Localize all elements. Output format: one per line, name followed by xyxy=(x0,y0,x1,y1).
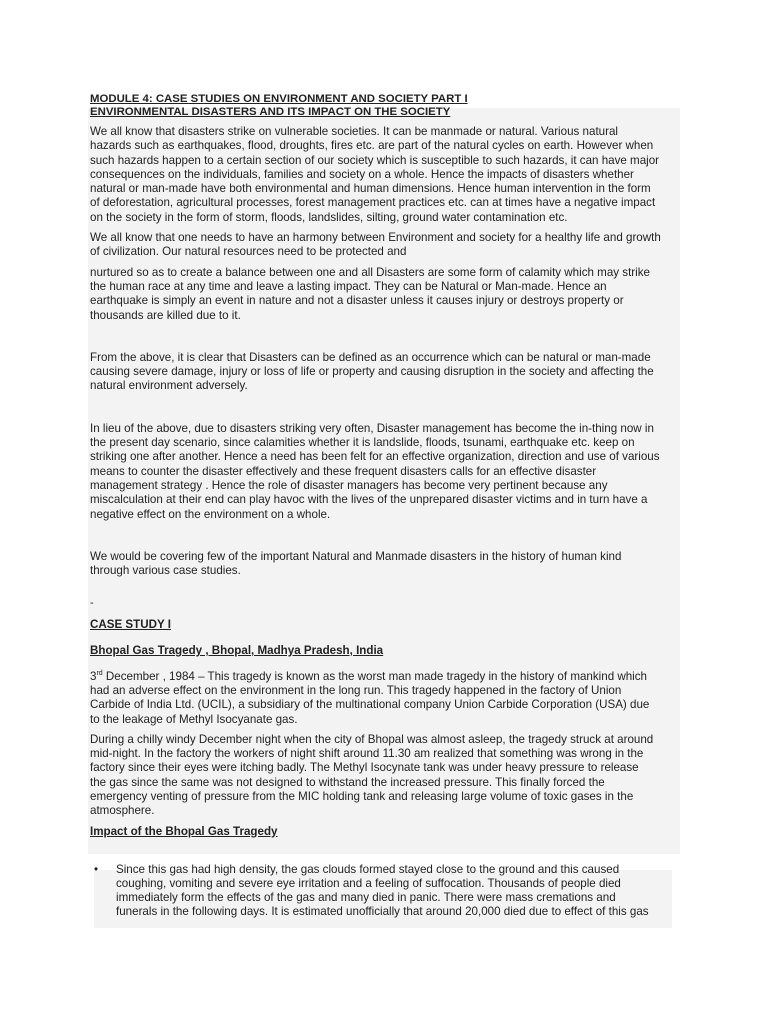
paragraph-case-studies: We would be covering few of the important Natural and Manmade disasters in the history of human kind through various case studies. xyxy=(90,549,622,578)
case-study-subtitle: Bhopal Gas Tragedy , Bhopal, Madhya Pradesh, India xyxy=(90,644,384,658)
dash-mark: - xyxy=(90,597,94,610)
case-study-title: CASE STUDY I xyxy=(90,618,171,632)
module-title: MODULE 4: CASE STUDIES ON ENVIRONMENT AND SOCIETY PART I xyxy=(90,93,468,105)
impact-bullet-text: Since this gas had high density, the gas clouds formed stayed close to the ground and this caused coughing, vomiting and severe eye irritation and a feeling of suffocation. Thousands of people died immediately form the effects of the gas and many died in panic. There were mass cremations and funerals in the following days. It is estimated unofficially that around 20,000 died due to effect of this gas xyxy=(116,862,649,919)
paragraph-nurtured: nurtured so as to create a balance between one and all Disasters are some form of calamity which may strike the human race at any time and leave a lasting impact. They can be Natural or Man-made. Hence an earthquake is simply an event in nature and not a disaster unless it causes injury or destroys property or thousands are killed due to it. xyxy=(90,265,650,322)
paragraph-intro: We all know that disasters strike on vulnerable societies. It can be manmade or natural. Various natural hazards such as earthquakes, flood, droughts, fires etc. are part of the natural cycles on earth. However when such hazards happen to a certain section of our society which is susceptible to such hazards, it can have major consequences on the individuals, families and society on a whole. Hence the impacts of disasters whether natural or man-made have both environmental and human dimensions. Hence human intervention in the form of deforestation, agricultural processes, forest management practices etc. can at times have a negative impact on the society in the form of storm, floods, landslides, silting, ground water contamination etc. xyxy=(90,125,660,224)
impact-title: Impact of the Bhopal Gas Tragedy xyxy=(90,824,278,838)
date-day: 3 xyxy=(90,669,97,683)
bhopal-paragraph-2: During a chilly windy December night when the city of Bhopal was almost asleep, the tragedy struck at around mid-night. In the factory the workers of night shift around 11.30 am realized that something was wrong in the factory since their eyes were itching badly. The Methyl Isocynate tank was under heavy pressure to release the gas since the same was not designed to withstand the increased pressure. This finally forced the emergency venting of pressure from the MIC holding tank and releasing large volume of toxic gases in the atmosphere. xyxy=(90,732,654,818)
document-body xyxy=(90,93,680,920)
bullet-marker: • xyxy=(94,862,99,876)
bhopal-paragraph-1 xyxy=(90,670,680,727)
paragraph-definition: From the above, it is clear that Disasters can be defined as an occurrence which can be natural or man-made causing severe damage, injury or loss of life or property and causing disruption in the society and affecting the natural environment adversely. xyxy=(90,350,654,393)
paragraph-harmony: We all know that one needs to have an harmony between Environment and society for a healthy life and growth of civilization. Our natural resources need to be protected and xyxy=(90,231,661,259)
paragraph-management: In lieu of the above, due to disasters striking very often, Disaster management has become the in-thing now in the present day scenario, since calamities whether it is landslide, floods, tsunami, earthquake etc. keep on striking one after another. Hence a need has been felt for an effective organization, direction and use of various means to counter the disaster effectively and these frequent disasters calls for an effective disaster management strategy . Hence the role of disaster managers has become very pertinent because any miscalculation at their end can play havoc with the lives of the unprepared disaster victims and in turn have a negative effect on the environment on a whole. xyxy=(90,421,660,521)
date-superscript: rd xyxy=(96,669,103,677)
bhopal-paragraph-1-text: December , 1984 – This tragedy is known as the worst man made tragedy in the history of mankind which had an adverse effect on the environment in the long run. This tragedy happened in the factory of Union Carbide of India Ltd. (UCIL), a subsidiary of the multinational company Union Carbide Corporation (USA) due to the leakage of Methyl Isocyanate gas. xyxy=(90,669,650,726)
impact-bullet-item xyxy=(94,863,680,920)
section-title: ENVIRONMENTAL DISASTERS AND ITS IMPACT ON THE SOCIETY xyxy=(90,106,451,118)
